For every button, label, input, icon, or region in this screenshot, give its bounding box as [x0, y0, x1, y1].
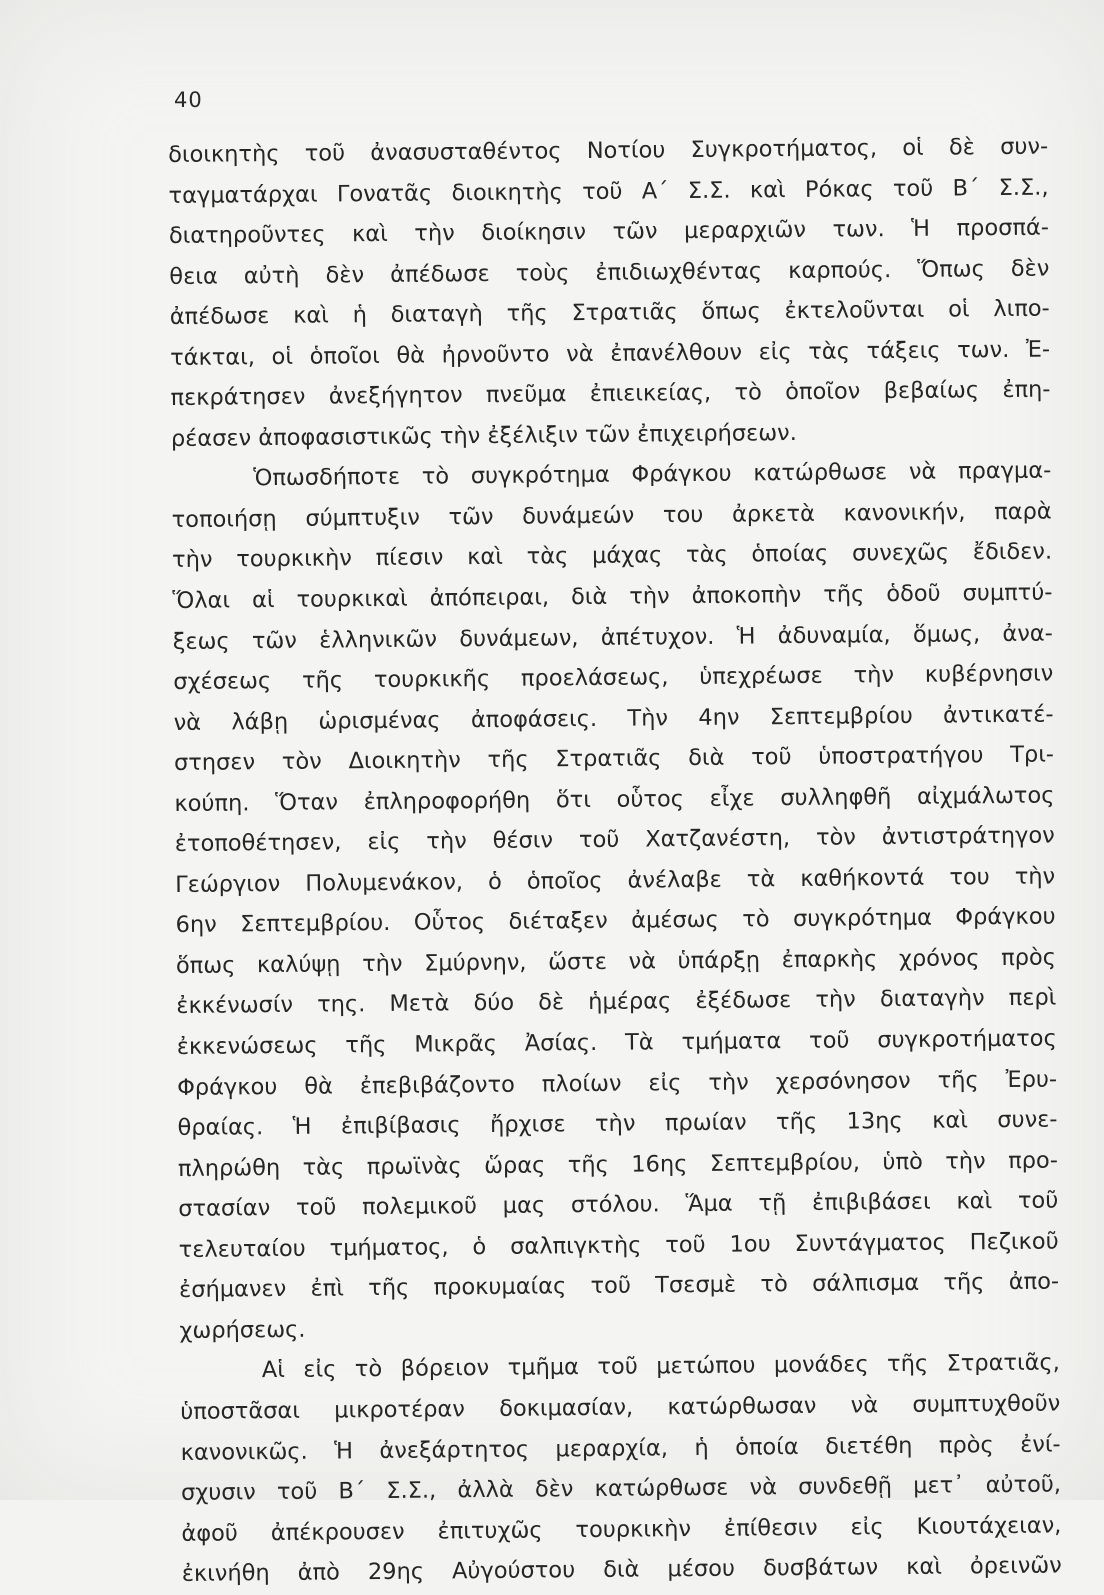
text-line: τάκται, οἱ ὁποῖοι θὰ ἠρνοῦντο νὰ ἐπανέλθουν εἰς τὰς τάξεις των. Ἐ-	[170, 336, 1051, 371]
text-line: Γεώργιον Πολυμενάκον, ὁ ὁποῖος ἀνέλαβε τὰ καθήκοντά του τὴν	[175, 863, 1056, 898]
text-line: νὰ λάβῃ ὡρισμένας ἀποφάσεις. Τὴν 4ην Σεπτεμβρίου ἀντικατέ-	[173, 701, 1054, 736]
text-line: Ὁπωσδήποτε τὸ συγκρότημα Φράγκου κατώρθωσε νὰ πραγμα-	[253, 457, 1052, 492]
text-line: ἐσήμανεν ἐπὶ τῆς προκυμαίας τοῦ Τσεσμὲ τὸ σάλπισμα τῆς ἀπο-	[178, 1268, 1060, 1304]
text-line: κανονικῶς. Ἡ ἀνεξάρτητος μεραρχία, ἡ ὁποία διετέθη πρὸς ἐνί-	[180, 1430, 1061, 1466]
text-line: θραίας. Ἡ ἐπιβίβασις ἤρχισε τὴν πρωίαν τῆς 13ης καὶ συνε-	[177, 1106, 1058, 1142]
text-line: σχυσιν τοῦ Β΄ Σ.Σ., ἀλλὰ δὲν κατώρθωσε νὰ συνδεθῇ μετ᾽ αὐτοῦ,	[180, 1471, 1062, 1506]
page-number: 40	[174, 88, 203, 112]
text-line: τὴν τουρκικὴν πίεσιν καὶ τὰς μάχας τὰς ὁποίας συνεχῶς ἔδιδεν.	[171, 539, 1053, 574]
text-line: ἀφοῦ ἀπέκρουσεν ἐπιτυχῶς τουρκικὴν ἐπίθεσιν εἰς Κιουτάχειαν,	[181, 1512, 1062, 1547]
text-line: πεκράτησεν ἀνεξήγητον πνεῦμα ἐπιεικείας, τὸ ὁποῖον βεβαίως ἐπη-	[170, 376, 1051, 412]
text-line: διοικητὴς τοῦ ἀνασυσταθέντος Νοτίου Συγκροτήματος, οἱ δὲ συν-	[168, 133, 1049, 168]
text-line: ἐκκένωσίν της. Μετὰ δύο δὲ ἡμέρας ἐξέδωσε τὴν διαταγὴν περὶ	[176, 984, 1057, 1020]
text-line: ἀπέδωσε καὶ ἡ διαταγὴ τῆς Στρατιᾶς ὅπως ἐκτελοῦνται οἱ λιπο-	[169, 295, 1050, 331]
text-line: Φράγκου θὰ ἐπεβιβάζοντο πλοίων εἰς τὴν χερσόνησον τῆς Ἐρυ-	[177, 1066, 1058, 1101]
text-line: διατηροῦντες καὶ τὴν διοίκησιν τῶν μεραρχιῶν των. Ἡ προσπά-	[168, 214, 1050, 250]
text-line: 6ην Σεπτεμβρίου. Οὗτος διέταξεν ἀμέσως τὸ συγκρότημα Φράγκου	[175, 903, 1056, 939]
text-line: Ὅλαι αἱ τουρκικαὶ ἀπόπειραι, διὰ τὴν ἀποκοπὴν τῆς ὁδοῦ συμπτύ-	[172, 579, 1053, 614]
text-line: Αἱ εἰς τὸ βόρειον τμῆμα τοῦ μετώπου μονάδες τῆς Στρατιᾶς,	[261, 1349, 1060, 1384]
text-line: ταγματάρχαι Γονατᾶς διοικητὴς τοῦ Α΄ Σ.Σ. καὶ Ρόκας τοῦ Β΄ Σ.Σ.,	[168, 174, 1049, 209]
text-line: κούπη. Ὅταν ἐπληροφορήθη ὅτι οὗτος εἶχε συλληφθῆ αἰχμάλωτος	[174, 782, 1055, 817]
text-line: ἐτοποθέτησεν, εἰς τὴν θέσιν τοῦ Χατζανέστη, τὸν ἀντιστράτηγον	[174, 822, 1055, 858]
text-line: ὑποστᾶσαι μικροτέραν δοκιμασίαν, κατώρθωσαν νὰ συμπτυχθοῦν	[180, 1390, 1061, 1425]
text-line: ἐκκενώσεως τῆς Μικρᾶς Ἀσίας. Τὰ τμήματα τοῦ συγκροτήματος	[176, 1025, 1057, 1060]
text-line: πληρώθη τὰς πρωϊνὰς ὥρας τῆς 16ης Σεπτεμβρίου, ὑπὸ τὴν προ-	[177, 1147, 1059, 1182]
text-line: τελευταίου τμήματος, ὁ σαλπιγκτὴς τοῦ 1ου Συντάγματος Πεζικοῦ	[178, 1228, 1059, 1263]
text-line: σχέσεως τῆς τουρκικῆς προελάσεως, ὑπεχρέωσε τὴν κυβέρνησιν	[173, 660, 1054, 696]
text-line: τοποιήσῃ σύμπτυξιν τῶν δυνάμεών του ἀρκετὰ κανονικήν, παρὰ	[171, 498, 1052, 533]
text-line: ὅπως καλύψῃ τὴν Σμύρνην, ὥστε νὰ ὑπάρξῃ ἐπαρκὴς χρόνος πρὸς	[175, 944, 1057, 979]
text-line: στησεν τὸν Διοικητὴν τῆς Στρατιᾶς διὰ τοῦ ὑποστρατήγου Τρι-	[173, 741, 1055, 777]
text-line: χωρήσεως.	[179, 1316, 306, 1344]
text-line: ξεως τῶν ἑλληνικῶν δυνάμεων, ἀπέτυχον. Ἡ ἀδυναμία, ὅμως, ἀνα-	[172, 620, 1053, 655]
text-line: ρέασεν ἀποφασιστικῶς τὴν ἐξέλιξιν τῶν ἐπιχειρήσεων.	[170, 419, 797, 452]
body-text	[168, 127, 1062, 1595]
text-line: θεια αὐτὴ δὲν ἀπέδωσε τοὺς ἐπιδιωχθέντας καρπούς. Ὅπως δὲν	[169, 255, 1050, 290]
text-line: στασίαν τοῦ πολεμικοῦ μας στόλου. Ἅμα τῇ ἐπιβιβάσει καὶ τοῦ	[178, 1187, 1059, 1223]
text-line: ἐκινήθη ἀπὸ 29ης Αὐγούστου διὰ μέσου δυσβάτων καὶ ὀρεινῶν	[181, 1552, 1062, 1588]
